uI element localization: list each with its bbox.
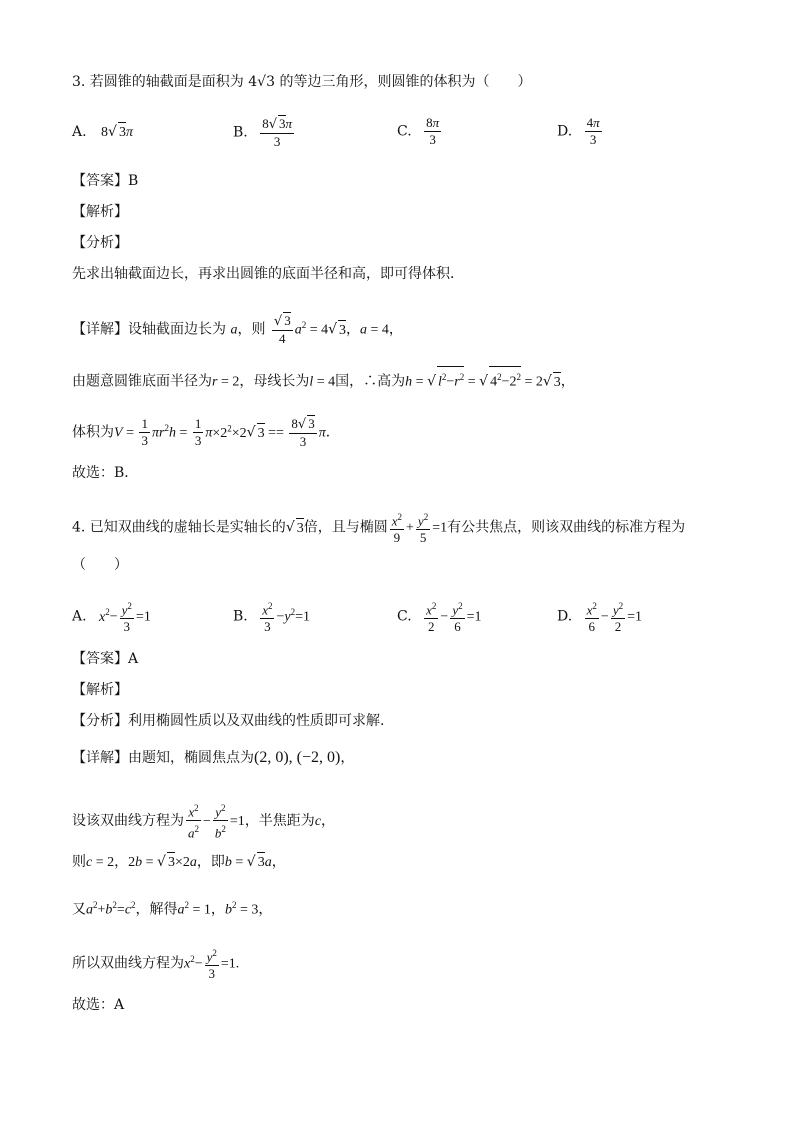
q3-choose: 故选：B． xyxy=(72,465,139,481)
q3-detail-3: 体积为V = $\frac{1}{3}$ $\pi r^2h$ = $\frac{1}{3}$ $\pi\times 2^2\times 2√$ 3 == $\frac{8√ 3}{3}$ π． xyxy=(72,416,340,449)
q4-line5-a: 所以双曲线方程为 xyxy=(72,955,184,972)
q4-stem-paren: （ ） xyxy=(72,557,128,573)
q4-option-d-label: D. xyxy=(557,608,573,625)
q3-option-c-label: C. xyxy=(397,123,412,140)
q4-detail-5: 所以双曲线方程为$x^2-$ $\frac{y^2}{3}$ =1. xyxy=(72,945,239,982)
q4-line4-a: 又 xyxy=(72,901,86,918)
q4-option-b: B. $\frac{x^2}{3}$ $-y^2=1$ xyxy=(233,598,310,635)
q3-fenxi-label: 【分析】 xyxy=(72,235,128,251)
q3-detail-2-b: ，母线长为 xyxy=(239,373,310,390)
q3-detail-1-b: ，则 xyxy=(237,321,266,338)
q4-choose: 故选：A xyxy=(72,997,125,1013)
q4-detail-a: 【详解】由题知，椭圆焦点为 xyxy=(72,750,254,766)
q4-option-a: A. $x^2-$ $\frac{y^2}{3}$ =1 xyxy=(72,598,151,635)
q3-detail-2-c: ，∴高为 xyxy=(349,373,406,390)
q3-option-a: A. 8√ 3π xyxy=(72,122,133,143)
q4-line2-b: ，半焦距为 xyxy=(244,812,315,829)
q3-detail-3-a: 体积为 xyxy=(72,424,114,441)
q4-option-a-label: A. xyxy=(72,608,87,625)
q3-detail-2: 由题意圆锥底面半径为r = 2，母线长为l = 4国，∴高为h = √ $l^2-r^2$ = √ $4^2-2^2 = 2√$ 3， xyxy=(72,366,575,393)
q4-option-d: D. $\frac{x^2}{6}$ − $\frac{y^2}{2}$ =1 xyxy=(557,598,642,635)
q3-stem xyxy=(72,72,531,92)
q3-option-b-label: B. xyxy=(233,124,248,141)
q4-detail-3: 则c = 2，2b = √ 3×2a，即b = √ 3a， xyxy=(72,852,286,873)
q4-stem-b: 倍，且与椭圆 xyxy=(303,519,388,536)
q4-stem-a: 4. 已知双曲线的虚轴长是实轴长的 xyxy=(72,519,286,536)
q4-answer: 【答案】A xyxy=(72,651,139,667)
q3-option-a-label: A. xyxy=(72,124,87,140)
q3-answer: 【答案】B xyxy=(72,173,139,189)
q3-detail-1: 【详解】设轴截面边长为 a，则 $\frac{√ 3}{4}$ $a^2 = 4√$ 3，a = 4， xyxy=(72,313,403,346)
q4-detail-2: 设该双曲线方程为 $\frac{x^2}{a^2}$ − $\frac{y^2}{b^2}$ =1，半焦距为c， xyxy=(72,800,335,842)
q3-option-d: D. $\frac{4\pi}{3}$ xyxy=(557,115,600,147)
q4-fenxi: 【分析】利用椭圆性质以及双曲线的性质即可求解. xyxy=(72,713,385,729)
q3-option-c: C. $\frac{8\pi}{3}$ xyxy=(397,115,440,147)
q3-option-b: B. $\frac{8√ 3\pi}{3}$ xyxy=(233,116,293,149)
q3-detail-1-a: 设轴截面边长为 xyxy=(128,321,226,338)
q4-line4-b: ，解得 xyxy=(135,901,178,918)
q4-stem: 4. 已知双曲线的虚轴长是实轴长的√ 3倍，且与椭圆 $\frac{x^2}{9}$ + $\frac{y^2}{5}$ =1有公共焦点，则该双曲线的标准方程为 xyxy=(72,509,685,546)
q4-detail-4: 又$a^2+b^2=c^2$，解得$a^2 = 1$，$b^2 = 3$， xyxy=(72,900,273,918)
q3-option-d-label: D. xyxy=(557,123,573,140)
q3-fenxi-text: 先求出轴截面边长，再求出圆锥的底面半径和高，即可得体积． xyxy=(72,266,464,282)
q4-option-c-label: C. xyxy=(397,608,412,625)
q3-analysis-label: 【解析】 xyxy=(72,204,128,220)
q4-option-c: C. $\frac{x^2}{2}$ − $\frac{y^2}{6}$ =1 xyxy=(397,598,482,635)
q4-line2-a: 设该双曲线方程为 xyxy=(72,812,184,829)
q3-detail-label: 【详解】 xyxy=(72,321,128,338)
q4-line3-b: ，即 xyxy=(196,854,225,870)
q4-analysis-label: 【解析】 xyxy=(72,682,128,698)
q4-option-b-label: B. xyxy=(233,608,248,625)
q4-line3-a: 则 xyxy=(72,854,86,870)
q4-detail-1: 【详解】由题知，椭圆焦点为(2, 0), (−2, 0)， xyxy=(72,749,355,766)
q3-stem-text: 3. 若圆锥的轴截面是面积为 4√3 的等边三角形，则圆锥的体积为（ ） xyxy=(72,74,532,90)
q3-detail-2-a: 由题意圆锥底面半径为 xyxy=(72,373,212,390)
q4-stem-c: 有公共焦点，则该双曲线的标准方程为 xyxy=(447,519,686,536)
